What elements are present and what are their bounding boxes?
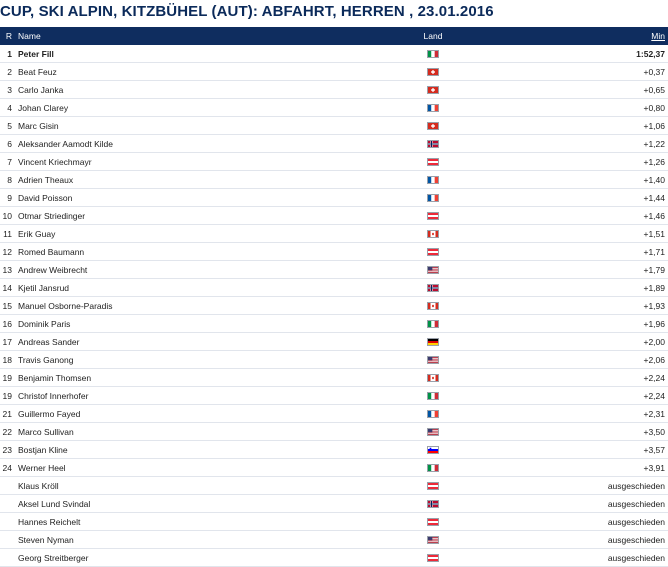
flag-usa-icon [427, 428, 439, 436]
country-cell [413, 68, 453, 76]
flag-ita-icon [427, 320, 439, 328]
flag-usa-icon [427, 536, 439, 544]
table-row [0, 243, 668, 261]
athlete-name[interactable]: Benjamin Thomsen [18, 372, 92, 383]
country-cell [413, 428, 453, 436]
table-header [0, 27, 668, 45]
country-cell [413, 248, 453, 256]
country-cell [413, 194, 453, 202]
time-cell: +3,91 [643, 462, 665, 473]
time-cell: +0,65 [643, 84, 665, 95]
country-cell [413, 176, 453, 184]
athlete-name[interactable]: Andreas Sander [18, 336, 80, 347]
athlete-name[interactable]: Dominik Paris [18, 318, 71, 329]
flag-aut-icon [427, 518, 439, 526]
flag-ger-icon [427, 338, 439, 346]
rank-cell: 5 [7, 120, 12, 131]
country-cell [413, 212, 453, 220]
flag-aut-icon [427, 158, 439, 166]
flag-sui-icon [427, 68, 439, 76]
flag-sui-icon [427, 86, 439, 94]
time-cell: +2,24 [643, 372, 665, 383]
time-cell: +1,96 [643, 318, 665, 329]
flag-nor-icon [427, 500, 439, 508]
results-body [0, 45, 668, 567]
table-row [0, 405, 668, 423]
time-cell: ausgeschieden [607, 516, 665, 527]
country-cell [413, 320, 453, 328]
time-cell: ausgeschieden [607, 552, 665, 563]
table-row [0, 351, 668, 369]
rank-cell: 3 [7, 84, 12, 95]
table-row [0, 261, 668, 279]
rank-cell: 17 [2, 336, 12, 347]
table-row [0, 549, 668, 567]
rank-cell: 2 [7, 66, 12, 77]
time-cell: ausgeschieden [607, 498, 665, 509]
rank-cell: 4 [7, 102, 12, 113]
table-row [0, 297, 668, 315]
rank-cell: 7 [7, 156, 12, 167]
country-cell [413, 266, 453, 274]
country-cell [413, 338, 453, 346]
athlete-name[interactable]: Otmar Striedinger [18, 210, 86, 221]
rank-cell: 8 [7, 174, 12, 185]
flag-ita-icon [427, 50, 439, 58]
table-row [0, 45, 668, 63]
table-row [0, 513, 668, 531]
table-row [0, 153, 668, 171]
athlete-name[interactable]: Romed Baumann [18, 246, 85, 257]
athlete-name[interactable]: Manuel Osborne-Paradis [18, 300, 113, 311]
rank-cell: 23 [2, 444, 12, 455]
flag-fra-icon [427, 176, 439, 184]
athlete-name[interactable]: Travis Ganong [18, 354, 74, 365]
table-row [0, 279, 668, 297]
flag-aut-icon [427, 248, 439, 256]
country-cell [413, 104, 453, 112]
athlete-name[interactable]: Klaus Kröll [18, 480, 59, 491]
rank-cell: 21 [2, 408, 12, 419]
time-cell: ausgeschieden [607, 534, 665, 545]
rank-cell: 10 [2, 210, 12, 221]
table-row [0, 207, 668, 225]
athlete-name[interactable]: Carlo Janka [18, 84, 64, 95]
country-cell [413, 518, 453, 526]
time-cell: +1,44 [643, 192, 665, 203]
time-cell: +2,24 [643, 390, 665, 401]
flag-slo-icon [427, 446, 439, 454]
country-cell [413, 302, 453, 310]
country-cell [413, 158, 453, 166]
country-cell [413, 356, 453, 364]
flag-usa-icon [427, 356, 439, 364]
time-cell: +3,50 [643, 426, 665, 437]
page-title: CUP, SKI ALPIN, KITZBÜHEL (AUT): ABFAHRT, HERREN , 23.01.2016 [0, 3, 494, 20]
country-cell [413, 230, 453, 238]
athlete-name[interactable]: Steven Nyman [18, 534, 74, 545]
table-row [0, 315, 668, 333]
country-cell [413, 464, 453, 472]
athlete-name[interactable]: Hannes Reichelt [18, 516, 81, 527]
time-cell: +3,57 [643, 444, 665, 455]
country-cell [413, 446, 453, 454]
table-row [0, 171, 668, 189]
table-row [0, 225, 668, 243]
name-header[interactable]: Name [18, 31, 41, 41]
table-row [0, 387, 668, 405]
flag-fra-icon [427, 104, 439, 112]
table-row [0, 189, 668, 207]
time-cell: +0,37 [643, 66, 665, 77]
time-header[interactable]: Min [651, 31, 665, 41]
rank-cell: 15 [2, 300, 12, 311]
rank-cell: 19 [2, 390, 12, 401]
table-row [0, 369, 668, 387]
table-row [0, 135, 668, 153]
rank-cell: 16 [2, 318, 12, 329]
table-row [0, 117, 668, 135]
country-header[interactable]: Land [423, 31, 443, 41]
flag-aut-icon [427, 212, 439, 220]
flag-ita-icon [427, 392, 439, 400]
flag-fra-icon [427, 194, 439, 202]
athlete-name[interactable]: Johan Clarey [18, 102, 69, 113]
time-cell: +2,00 [643, 336, 665, 347]
time-cell: +1,51 [643, 228, 665, 239]
rank-cell: 13 [2, 264, 12, 275]
time-cell: +1,26 [643, 156, 665, 167]
flag-can-icon [427, 302, 439, 310]
country-cell [413, 374, 453, 382]
athlete-name[interactable]: Guillermo Fayed [18, 408, 81, 419]
athlete-name[interactable]: Andrew Weibrecht [18, 264, 88, 275]
table-row [0, 459, 668, 477]
time-cell: +1,79 [643, 264, 665, 275]
time-cell: +1,40 [643, 174, 665, 185]
time-cell: ausgeschieden [607, 480, 665, 491]
athlete-name[interactable]: Erik Guay [18, 228, 56, 239]
athlete-name[interactable]: Bostjan Kline [18, 444, 68, 455]
table-row [0, 81, 668, 99]
time-cell: +1,06 [643, 120, 665, 131]
flag-can-icon [427, 374, 439, 382]
rank-cell: 22 [2, 426, 12, 437]
country-cell [413, 482, 453, 490]
flag-sui-icon [427, 122, 439, 130]
country-cell [413, 140, 453, 148]
athlete-name[interactable]: Beat Feuz [18, 66, 57, 77]
athlete-name[interactable]: Christof Innerhofer [18, 390, 89, 401]
country-cell [413, 554, 453, 562]
time-cell: +1,71 [643, 246, 665, 257]
table-row [0, 99, 668, 117]
rank-cell: 24 [2, 462, 12, 473]
country-cell [413, 50, 453, 58]
flag-nor-icon [427, 140, 439, 148]
rank-cell: 19 [2, 372, 12, 383]
table-row [0, 495, 668, 513]
athlete-name[interactable]: Aleksander Aamodt Kilde [18, 138, 113, 149]
country-cell [413, 500, 453, 508]
country-cell [413, 392, 453, 400]
country-cell [413, 284, 453, 292]
table-row [0, 531, 668, 549]
time-cell: +1,89 [643, 282, 665, 293]
time-cell: +2,06 [643, 354, 665, 365]
table-row [0, 333, 668, 351]
rank-cell: 1 [7, 48, 12, 59]
rank-cell: 9 [7, 192, 12, 203]
flag-ita-icon [427, 464, 439, 472]
rank-cell: 18 [2, 354, 12, 365]
athlete-name[interactable]: David Poisson [18, 192, 73, 203]
table-row [0, 423, 668, 441]
rank-header[interactable]: R [5, 31, 12, 41]
rank-cell: 11 [3, 228, 12, 239]
athlete-name[interactable]: Marc Gisin [18, 120, 59, 131]
athlete-name[interactable]: Werner Heel [18, 462, 66, 473]
flag-aut-icon [427, 554, 439, 562]
athlete-name[interactable]: Marco Sullivan [18, 426, 74, 437]
flag-nor-icon [427, 284, 439, 292]
table-row [0, 63, 668, 81]
time-cell: +1,93 [643, 300, 665, 311]
flag-can-icon [427, 230, 439, 238]
time-cell: +1,46 [643, 210, 665, 221]
flag-fra-icon [427, 410, 439, 418]
athlete-name[interactable]: Peter Fill [18, 48, 54, 59]
flag-aut-icon [427, 482, 439, 490]
time-cell: +1,22 [643, 138, 665, 149]
athlete-name[interactable]: Georg Streitberger [18, 552, 89, 563]
time-cell: 1:52,37 [636, 48, 665, 59]
country-cell [413, 536, 453, 544]
athlete-name[interactable]: Vincent Kriechmayr [18, 156, 92, 167]
rank-cell: 6 [7, 138, 12, 149]
athlete-name[interactable]: Adrien Theaux [18, 174, 74, 185]
country-cell [413, 86, 453, 94]
country-cell [413, 122, 453, 130]
country-cell [413, 410, 453, 418]
table-row [0, 441, 668, 459]
time-cell: +2,31 [643, 408, 665, 419]
rank-cell: 14 [2, 282, 12, 293]
flag-usa-icon [427, 266, 439, 274]
athlete-name[interactable]: Kjetil Jansrud [18, 282, 70, 293]
rank-cell: 12 [2, 246, 12, 257]
results-table [0, 27, 668, 567]
time-cell: +0,80 [643, 102, 665, 113]
athlete-name[interactable]: Aksel Lund Svindal [18, 498, 91, 509]
table-row [0, 477, 668, 495]
